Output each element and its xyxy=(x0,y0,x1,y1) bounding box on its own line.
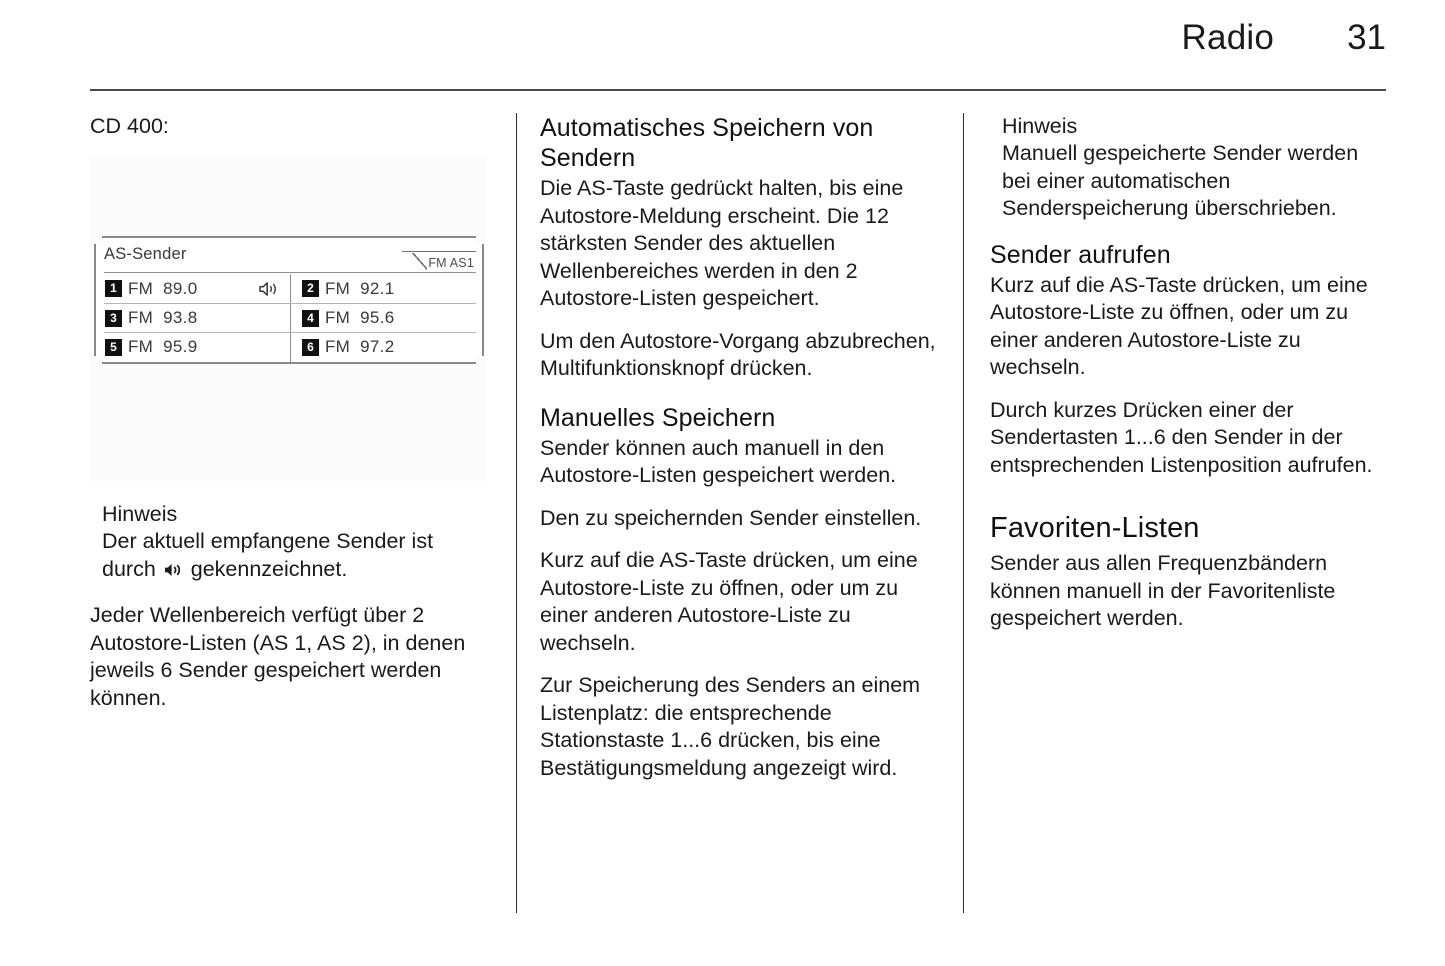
preset-band: FM xyxy=(128,278,154,298)
section-heading-manuelles-speichern: Manuelles Speichern xyxy=(540,403,776,432)
display-header xyxy=(104,243,476,273)
preset-frequency: 92.1 xyxy=(360,278,395,298)
note-title: Hinweis xyxy=(1002,114,1078,138)
preset-item-1[interactable] xyxy=(104,274,290,303)
column-divider-1 xyxy=(516,113,517,913)
preset-row xyxy=(104,303,476,332)
header-rule xyxy=(90,89,1386,91)
column2-paragraph-5: Kurz auf die AS-Taste drücken, um eine Autostore-Liste zu öffnen, oder um zu einer anderen Autostore-Liste zu wechseln. xyxy=(540,548,918,655)
preset-item-5[interactable] xyxy=(104,333,290,361)
column-3 xyxy=(990,113,1386,913)
preset-band: FM xyxy=(325,308,351,327)
corner-nick-bottom-right xyxy=(476,356,484,364)
note-body-after-icon: gekennzeichnet. xyxy=(184,556,348,581)
column-1 xyxy=(90,113,486,913)
preset-band: FM xyxy=(128,308,154,327)
corner-nick-top-left xyxy=(94,236,102,244)
display-header-rule xyxy=(104,272,476,273)
preset-band: FM xyxy=(128,337,154,356)
tab-slant-icon xyxy=(412,253,427,270)
figure-caption: CD 400: xyxy=(90,114,169,138)
column2-paragraph-2: Um den Autostore-Vorgang abzubrechen, Multifunktionsknopf drücken. xyxy=(540,328,936,380)
preset-number-badge: 2 xyxy=(302,280,319,297)
speaker-icon xyxy=(164,558,183,586)
corner-nick-top-right xyxy=(476,236,484,244)
preset-frequency: 97.2 xyxy=(360,337,395,356)
preset-number-badge: 6 xyxy=(302,339,319,356)
note-body xyxy=(90,528,486,585)
note-block xyxy=(90,501,486,585)
preset-item-3[interactable] xyxy=(104,304,290,332)
section-heading-automatisches-speichern: Automatisches Speichern von Sendern xyxy=(540,114,874,172)
section-heading-sender-aufrufen: Sender aufrufen xyxy=(990,240,1171,269)
preset-item-6[interactable] xyxy=(290,333,476,361)
display-title: AS-Sender xyxy=(104,245,187,263)
note-block xyxy=(990,113,1386,223)
preset-band: FM xyxy=(325,278,351,298)
display-tab-label: FM AS1 xyxy=(428,256,474,270)
preset-number-badge: 5 xyxy=(105,339,122,356)
page-title: Radio xyxy=(1181,18,1274,57)
column-divider-2 xyxy=(963,113,964,913)
note-body: Manuell gespeicherte Sender werden bei einer automatischen Senderspeicherung überschrieben. xyxy=(1002,141,1359,220)
column2-paragraph-1: Die AS-Taste gedrückt halten, bis eine Autostore-Meldung erscheint. Die 12 stärksten Sender des aktuellen Wellenbereiches werden in den 2 Autostore-Listen gespeichert. xyxy=(540,176,904,310)
column2-paragraph-3: Sender können auch manuell in den Autostore-Listen gespeichert werden. xyxy=(540,435,897,487)
column3-paragraph-2: Durch kurzes Drücken einer der Sendertasten 1...6 den Sender in der entsprechenden Listenposition aufrufen. xyxy=(990,397,1373,477)
column3-paragraph-3: Sender aus allen Frequenzbändern können manuell in der Favoritenliste gespeichert werden. xyxy=(990,551,1336,630)
preset-number-badge: 1 xyxy=(105,280,122,297)
preset-frequency: 89.0 xyxy=(163,278,198,298)
preset-number-badge: 4 xyxy=(302,310,319,327)
preset-item-2[interactable] xyxy=(290,274,476,303)
column3-paragraph-1: Kurz auf die AS-Taste drücken, um eine Autostore-Liste zu öffnen, oder um zu einer anderen Autostore-Liste zu wechseln. xyxy=(990,272,1368,379)
display-band-tab[interactable] xyxy=(412,252,476,270)
preset-frequency: 95.9 xyxy=(163,337,198,356)
note-title: Hinweis xyxy=(102,502,178,526)
radio-display-panel xyxy=(94,236,484,364)
column2-paragraph-4: Den zu speichernden Sender einstellen. xyxy=(540,505,922,530)
radio-display-figure xyxy=(90,156,486,481)
preset-number-badge: 3 xyxy=(105,310,122,327)
corner-nick-bottom-left xyxy=(94,356,102,364)
preset-frequency: 93.8 xyxy=(163,308,198,327)
column1-paragraph: Jeder Wellenbereich verfügt über 2 Autostore-Listen (AS 1, AS 2), in denen jeweils 6 Sender gespeichert werden können. xyxy=(90,603,466,710)
page-number: 31 xyxy=(1347,18,1386,57)
note-body-before-icon: Der aktuell empfangene Sender ist durch xyxy=(102,529,434,581)
page-header xyxy=(90,20,1386,76)
preset-grid xyxy=(104,274,476,361)
section-heading-favoriten-listen: Favoriten-Listen xyxy=(990,512,1200,544)
preset-row xyxy=(104,332,476,361)
column2-paragraph-6: Zur Speicherung des Senders an einem Listenplatz: die entsprechende Stationstaste 1...6 drücken, bis eine Bestätigungsmeldung angezeigt wird. xyxy=(540,673,921,780)
column-2 xyxy=(540,113,936,913)
preset-frequency: 95.6 xyxy=(360,308,395,327)
preset-row xyxy=(104,274,476,303)
preset-item-4[interactable] xyxy=(290,304,476,332)
content-columns xyxy=(90,113,1390,913)
speaker-icon xyxy=(259,281,280,296)
preset-band: FM xyxy=(325,337,351,356)
